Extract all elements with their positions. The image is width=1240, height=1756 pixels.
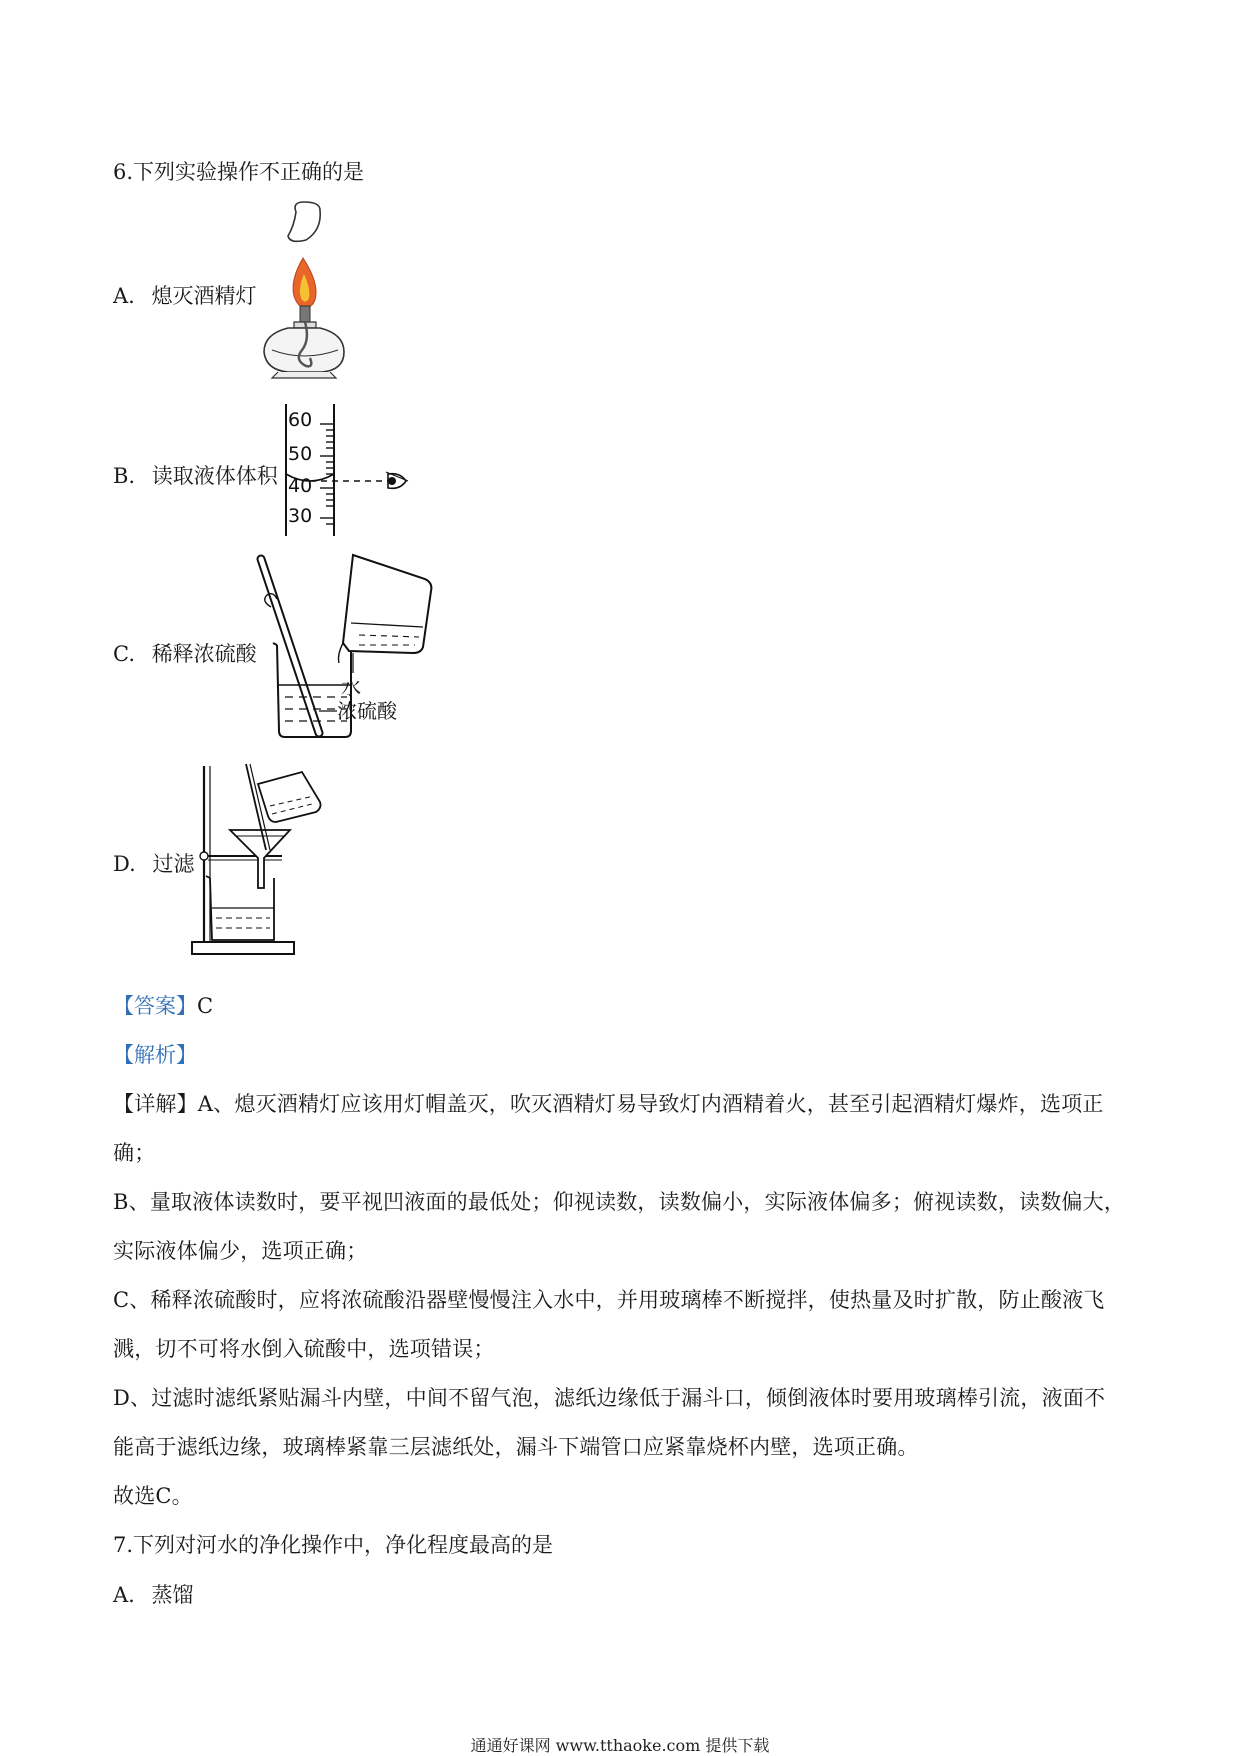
- option-d: [113, 848, 194, 878]
- detail-line-4: 实际液体偏少，选项正确；: [113, 1239, 368, 1263]
- water-label: 水: [341, 675, 361, 699]
- option-d-letter: D.: [113, 852, 136, 876]
- detail-line-6: 溅，切不可将水倒入硫酸中，选项错误；: [113, 1337, 495, 1361]
- answer-tag: 【答案】: [113, 994, 197, 1018]
- filtration-figure: [190, 760, 340, 960]
- option-c: [113, 638, 257, 668]
- detail-line-9: 故选C。: [113, 1484, 193, 1508]
- detail-line-3: B、量取液体读数时，要平视凹液面的最低处；仰视读数，读数偏小，实际液体偏多；俯视读数，读数偏大，: [113, 1190, 1126, 1214]
- tick-label-30: 30: [288, 505, 313, 527]
- tick-label-50: 50: [288, 443, 313, 465]
- option-c-letter: C.: [113, 642, 135, 666]
- dilution-figure: [255, 555, 455, 745]
- question-7-title: 7.下列对河水的净化操作中，净化程度最高的是: [113, 1533, 554, 1557]
- detail-line-5: C、稀释浓硫酸时，应将浓硫酸沿器壁慢慢注入水中，并用玻璃棒不断搅拌，使热量及时扩散，防止酸液飞: [113, 1288, 1105, 1312]
- option-a: [113, 280, 257, 310]
- alcohol-lamp-figure: [258, 200, 348, 380]
- q7-option-a-text: 蒸馏: [151, 1583, 194, 1607]
- graduated-cylinder-figure: [280, 402, 420, 540]
- acid-label: 浓硫酸: [337, 699, 397, 723]
- answer-value: C: [197, 994, 214, 1018]
- option-d-text: 过滤: [152, 852, 195, 876]
- footer-source: 通通好课网 www.tthaoke.com 提供下载: [470, 1736, 770, 1755]
- q7-option-a-letter: A.: [113, 1583, 135, 1607]
- option-a-letter: A.: [113, 284, 135, 308]
- q7-option-a: [113, 1579, 194, 1609]
- eye-icon: [386, 472, 408, 488]
- option-b-letter: B.: [113, 464, 136, 488]
- option-b: [113, 460, 278, 490]
- tick-label-40: 40: [288, 475, 313, 497]
- detail-line-8: 能高于滤纸边缘，玻璃棒紧靠三层滤纸处，漏斗下端管口应紧靠烧杯内壁，选项正确。: [113, 1435, 919, 1459]
- detail-line-2: 确；: [113, 1141, 156, 1165]
- answer-row: [113, 990, 213, 1020]
- option-c-text: 稀释浓硫酸: [151, 642, 257, 666]
- detail-line-7: D、过滤时滤纸紧贴漏斗内壁，中间不留气泡，滤纸边缘低于漏斗口，倾倒液体时要用玻璃棒引流，液面不: [113, 1386, 1106, 1410]
- analysis-tag: 【解析】: [113, 1043, 197, 1067]
- detail-line-1: 【详解】A、熄灭酒精灯应该用灯帽盖灭，吹灭酒精灯易导致灯内酒精着火，甚至引起酒精灯爆炸，选项正: [113, 1092, 1104, 1116]
- tick-label-60: 60: [288, 409, 313, 431]
- question-6-title: 6.下列实验操作不正确的是: [113, 160, 365, 184]
- option-b-text: 读取液体体积: [151, 464, 278, 488]
- option-a-text: 熄灭酒精灯: [151, 284, 257, 308]
